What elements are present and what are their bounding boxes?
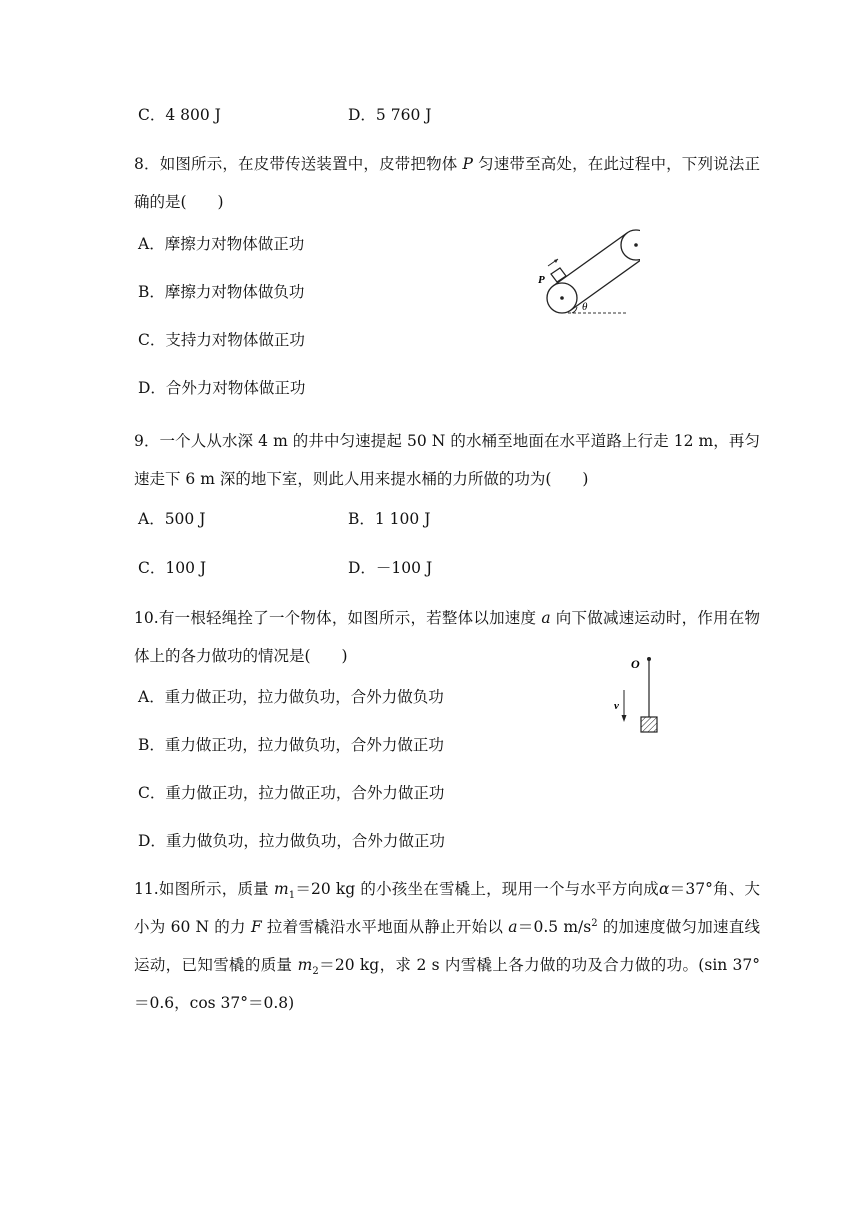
lower-pulley-axle — [560, 296, 564, 300]
upper-pulley-axle — [634, 243, 638, 247]
q7-option-c: C．4 800 J — [138, 106, 221, 124]
q8-option-a: A．摩擦力对物体做正功 — [138, 235, 305, 253]
velocity-arrowhead — [622, 715, 627, 722]
rope-mass-figure — [605, 650, 665, 740]
q9-stem: 9．一个人从水深 4 m 的井中匀速提起 50 N 的水桶至地面在水平道路上行走 12 m，再匀速走下 6 m 深的地下室，则此人用来提水桶的力所做的功为( ) — [134, 432, 760, 488]
label-p: P — [538, 274, 545, 286]
q9-option-a: A．500 J — [138, 510, 206, 528]
label-o: O — [631, 657, 640, 671]
label-theta: θ — [582, 301, 588, 313]
q11-stem: 11.如图所示，质量 $m_1=20$ kg 的小孩坐在雪橇上，现用一个与水平方向成α＝37°角、大小为 60 N 的力 F 拉着雪橇沿水平地面从静止开始以 a＝0.5 $m/s^2$ 的加速度做匀加速直线运动，已知雪橇的质量 $m_2=20$ kg，求 2 s 内雪橇上各力做的功及合力做的功。(sin 37°＝0.6，cos 37°＝0.8) — [134, 880, 761, 1012]
q8-stem: 8．如图所示，在皮带传送装置中，皮带把物体 P 匀速带至高处，在此过程中，下列说法正确的是( ) — [134, 155, 760, 211]
object-p-box — [551, 268, 566, 282]
q9-option-c: C．100 J — [138, 559, 207, 577]
q10-option-c: C．重力做正功，拉力做正功，合外力做正功 — [138, 784, 445, 802]
q10-option-d: D．重力做负功，拉力做负功，合外力做正功 — [138, 832, 445, 850]
label-v: v — [614, 700, 619, 712]
q10-stem: 10.有一根轻绳拴了一个物体，如图所示，若整体以加速度 a 向下做减速运动时，作用在物体上的各力做功的情况是( ) — [134, 609, 760, 665]
q8-option-c: C．支持力对物体做正功 — [138, 331, 305, 349]
hanging-mass — [641, 717, 657, 732]
q8-option-b: B．摩擦力对物体做负功 — [138, 283, 305, 301]
q10-option-a: A．重力做正功，拉力做负功，合外力做负功 — [138, 688, 444, 706]
q7-option-d: D．5 760 J — [348, 106, 432, 124]
q9-option-d: D．－100 J — [348, 559, 433, 577]
q10-option-b: B．重力做正功，拉力做负功，合外力做正功 — [138, 736, 444, 754]
conveyor-belt-figure — [530, 228, 640, 323]
q9-option-b: B．1 100 J — [348, 510, 431, 528]
q8-option-d: D．合外力对物体做正功 — [138, 379, 306, 397]
